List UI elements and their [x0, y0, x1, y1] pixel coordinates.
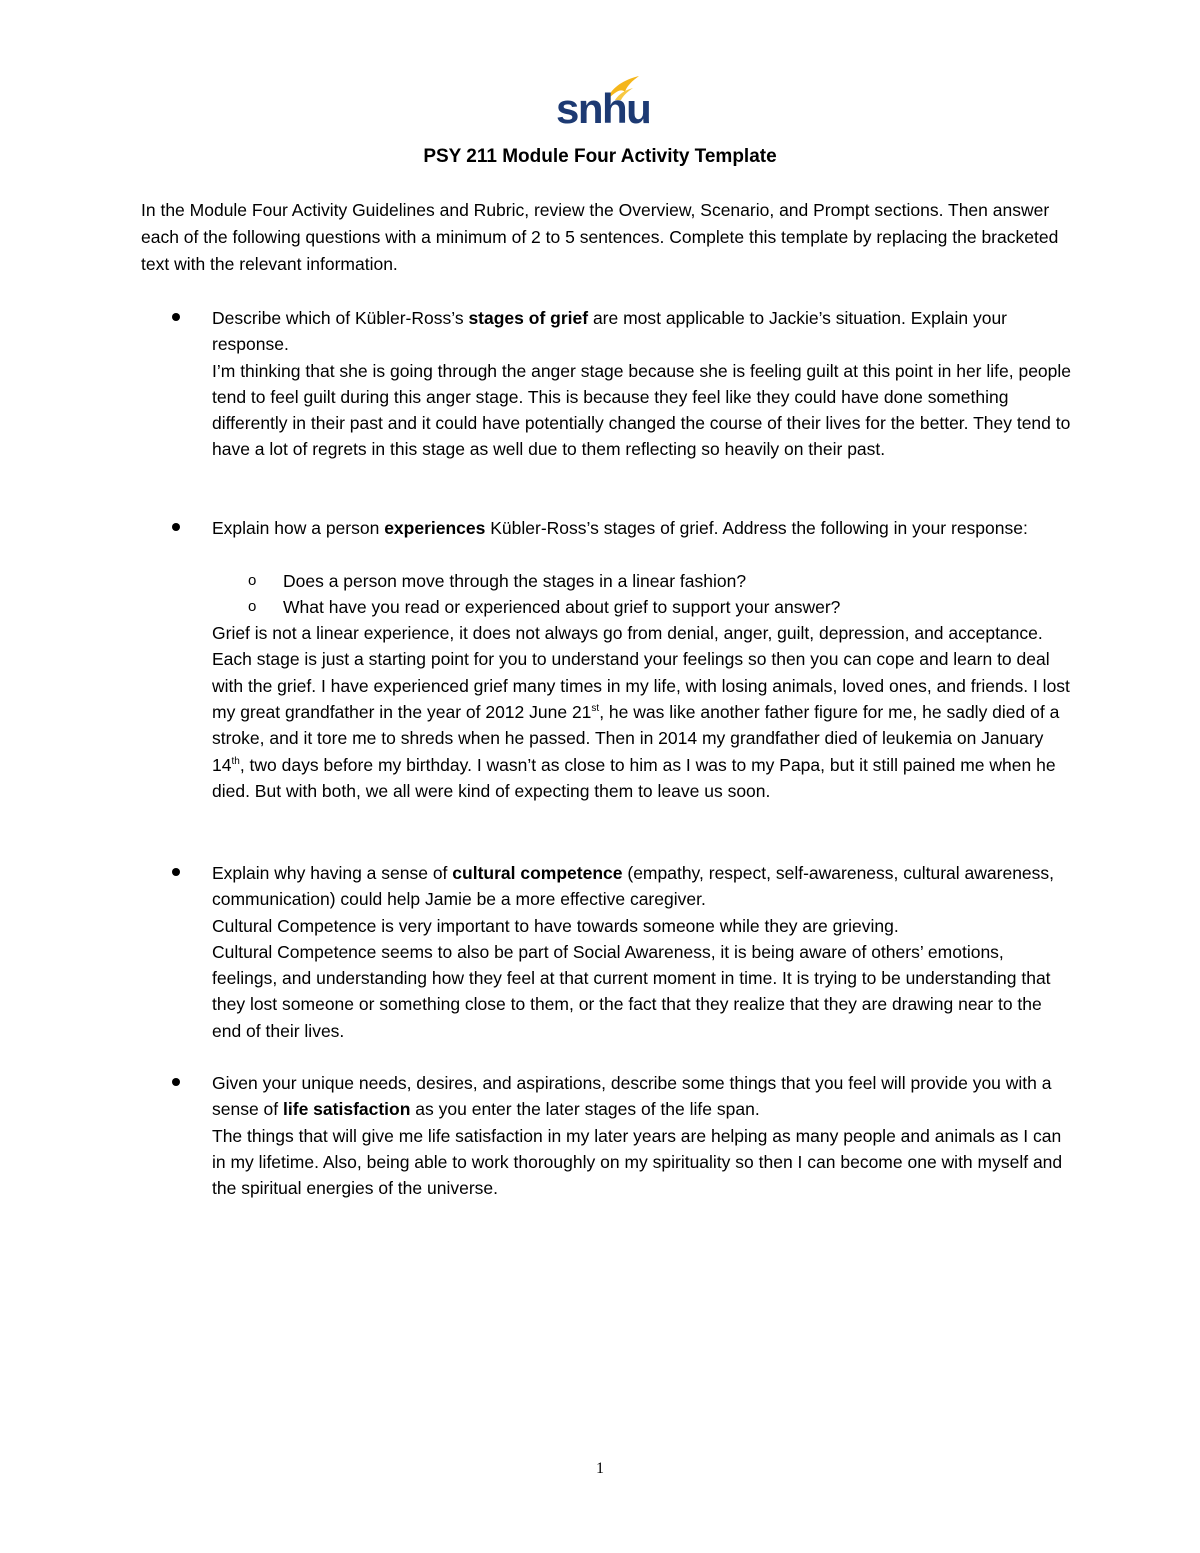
question-3-keyword: cultural competence	[452, 863, 623, 883]
question-3-prompt	[212, 860, 1072, 913]
question-4-prompt	[212, 1070, 1072, 1123]
answer-text: , two days before my birthday. I wasn’t as close to him as I was to my Papa, but it still pained me when he died. But with both, we all were kind of expecting them to leave us soon.	[212, 754, 1056, 801]
answer-text: , he was like another father figure for me, he sadly died of a stroke, and it tore me to shreds when he passed. Then in 2014 my grandfather died of leukemia on January 14	[212, 702, 1060, 775]
bullet-icon	[172, 523, 180, 531]
question-2-keyword: experiences	[384, 518, 486, 538]
ordinal-suffix: th	[231, 755, 240, 767]
question-3-answer	[212, 913, 1072, 1044]
ordinal-suffix: st	[591, 703, 600, 715]
question-1-prompt	[212, 305, 1072, 358]
question-1-answer: I’m thinking that she is going through the anger stage because she is feeling guilt at this point in her life, people tend to feel guilt during this anger stage. This is because they feel like they could have done something differently in their past and it could have potentially changed the course of their lives for the better. They tend to have a lot of regrets in this stage as well due to them reflecting so heavily on their past.	[212, 360, 1072, 460]
bullet-icon	[172, 1078, 180, 1086]
bullet-icon	[172, 313, 180, 321]
question-2-prompt	[212, 515, 1072, 541]
question-1-text: Describe which of Kübler-Ross’s	[212, 308, 469, 328]
question-3-text: Explain why having a sense of	[212, 863, 453, 883]
question-1-keyword: stages of grief	[468, 308, 589, 328]
intro-paragraph: In the Module Four Activity Guidelines and Rubric, review the Overview, Scenario, and Prompt sections. Then answer each of the following questions with a minimum of 2 to 5 sentences. Complete this template by replacing the bracketed text with the relevant information.	[141, 200, 1059, 274]
question-2-text: Explain how a person	[212, 518, 385, 538]
bullet-icon	[172, 868, 180, 876]
snhu-logo	[551, 74, 651, 134]
question-4-answer: The things that will give me life satisfaction in my later years are helping as many people and animals as I can in my lifetime. Also, being able to work thoroughly on my spirituality so then I can become one with myself and the spiritual energies of the universe.	[212, 1125, 1063, 1199]
question-3-text-end: (empathy, respect, self-awareness, cultural awareness, communication) could help Jamie be a more effective caregiver.	[212, 863, 1055, 910]
page-number: 1	[596, 1460, 604, 1477]
answer-text: Grief is not a linear experience, it does not always go from denial, anger, guilt, depression, and acceptance. Each stage is just a starting point for you to understand your feelings so then you can cope and learn to deal with the grief. I have experienced grief many times in my life, with losing animals, loved ones, and friends. I lost my great grandfather in the year of 2012 June 21	[212, 623, 1070, 723]
question-4-keyword: life satisfaction	[283, 1099, 411, 1120]
circle-bullet-icon: o	[248, 571, 257, 589]
sub-question-1-text: Does a person move through the stages in a linear fashion?	[283, 570, 747, 591]
question-2-text-end: Kübler-Ross’s stages of grief. Address the following in your response:	[485, 518, 1028, 538]
question-4-text-end: as you enter the later stages of the life span.	[410, 1099, 760, 1120]
question-1-text-end: are most applicable to Jackie’s situation. Explain your response.	[212, 308, 1008, 355]
question-2-answer	[212, 620, 1072, 804]
logo-wordmark: snhu	[556, 85, 651, 132]
circle-bullet-icon: o	[248, 597, 257, 615]
answer-line: Cultural Competence is very important to have towards someone while they are grieving.	[212, 915, 899, 936]
page-title: PSY 211 Module Four Activity Template	[423, 146, 777, 167]
answer-text: Cultural Competence seems to also be part of Social Awareness, it is being aware of others’ emotions, feelings, and understanding how they feel at that current moment in time. It is trying to be understanding that they lost someone or something close to them, or the fact that they realize that they are drawing near to the end of their lives.	[212, 941, 1051, 1041]
question-4-text: Given your unique needs, desires, and aspirations, describe some things that you feel will provide you with a sense of	[212, 1073, 1052, 1120]
sub-question-2-text: What have you read or experienced about grief to support your answer?	[283, 596, 841, 617]
